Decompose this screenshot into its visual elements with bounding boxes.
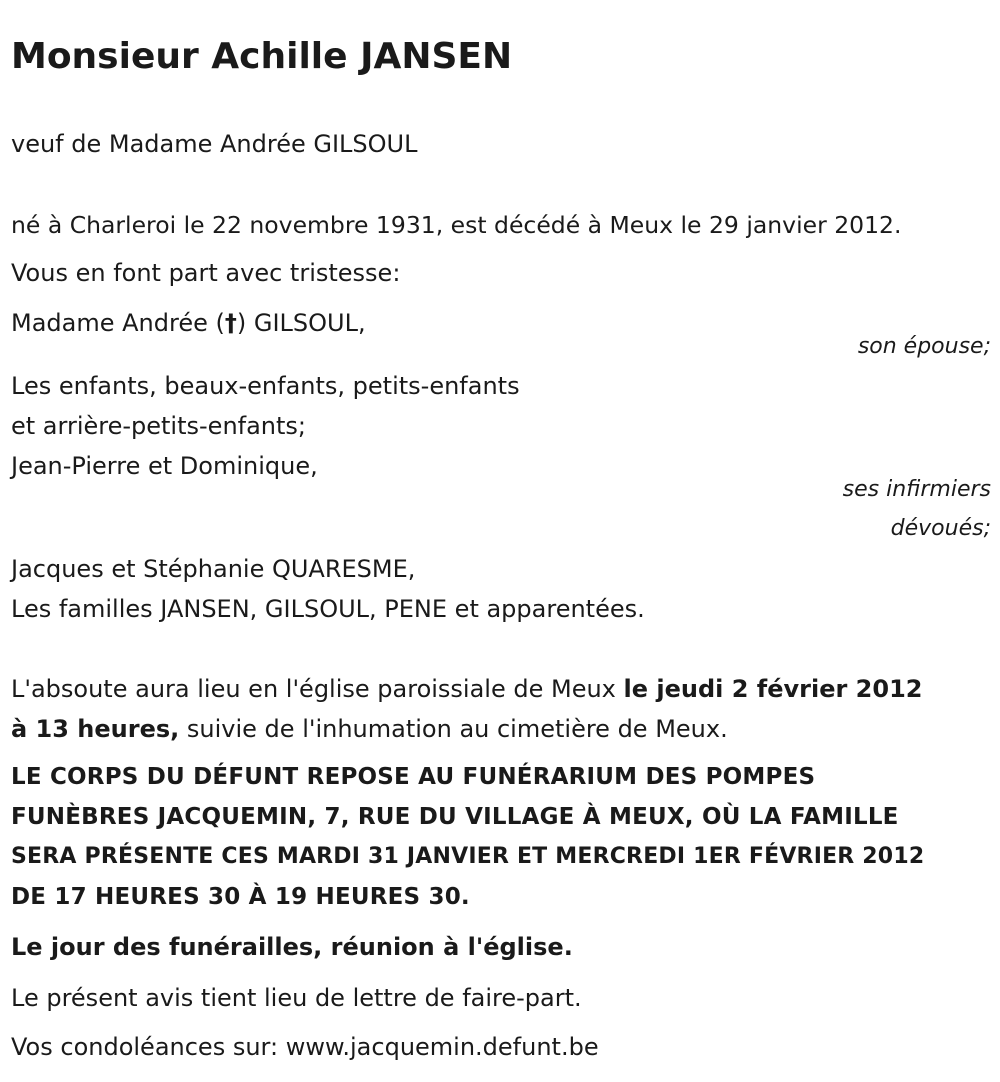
- deceased-name-title: Monsieur Achille JANSEN: [11, 36, 513, 77]
- funerarium-line-2: FUNÈBRES JACQUEMIN, 7, RUE DU VILLAGE À MEUX, OÙ LA FAMILLE: [11, 804, 899, 830]
- ceremony-line-1: [11, 674, 922, 704]
- quaresme-line: Jacques et Stéphanie QUARESME,: [11, 555, 416, 583]
- spouse-role: son épouse;: [857, 334, 991, 359]
- ceremony-text-after: suivie de l'inhumation au cimetière de Meux.: [179, 715, 728, 743]
- condolences-line: Vos condoléances sur: www.jacquemin.defunt.be: [11, 1033, 599, 1061]
- funerarium-line-4: DE 17 HEURES 30 À 19 HEURES 30.: [11, 884, 470, 910]
- funerarium-line-3: SERA PRÉSENTE CES MARDI 31 JANVIER ET MERCREDI 1ER FÉVRIER 2012: [11, 844, 925, 869]
- spouse-prefix: Madame Andrée (: [11, 309, 225, 337]
- widow-line: veuf de Madame Andrée GILSOUL: [11, 130, 418, 158]
- funerarium-line-1: LE CORPS DU DÉFUNT REPOSE AU FUNÉRARIUM DES POMPES: [11, 764, 816, 790]
- nurses-role-line-1: ses infirmiers: [842, 477, 991, 502]
- children-line-1: Les enfants, beaux-enfants, petits-enfants: [11, 372, 520, 400]
- cross-icon: †: [224, 309, 237, 337]
- nurses-names: Jean-Pierre et Dominique,: [11, 452, 318, 480]
- ceremony-line-2: [11, 714, 728, 744]
- nurses-role-line-2: dévoués;: [890, 516, 991, 541]
- children-line-2: et arrière-petits-enfants;: [11, 412, 307, 440]
- ceremony-date: le jeudi 2 février 2012: [623, 675, 923, 703]
- birth-death-line: né à Charleroi le 22 novembre 1931, est décédé à Meux le 29 janvier 2012.: [11, 211, 902, 239]
- spouse-suffix: ) GILSOUL,: [236, 309, 366, 337]
- ceremony-text-before: L'absoute aura lieu en l'église paroissiale de Meux: [11, 675, 624, 703]
- faire-part-line: Le présent avis tient lieu de lettre de faire-part.: [11, 984, 582, 1012]
- ceremony-time: à 13 heures,: [11, 715, 180, 743]
- meeting-line: Le jour des funérailles, réunion à l'église.: [11, 933, 573, 961]
- spouse-line: [11, 308, 366, 338]
- intro-line: Vous en font part avec tristesse:: [11, 259, 401, 287]
- families-line: Les familles JANSEN, GILSOUL, PENE et apparentées.: [11, 595, 645, 623]
